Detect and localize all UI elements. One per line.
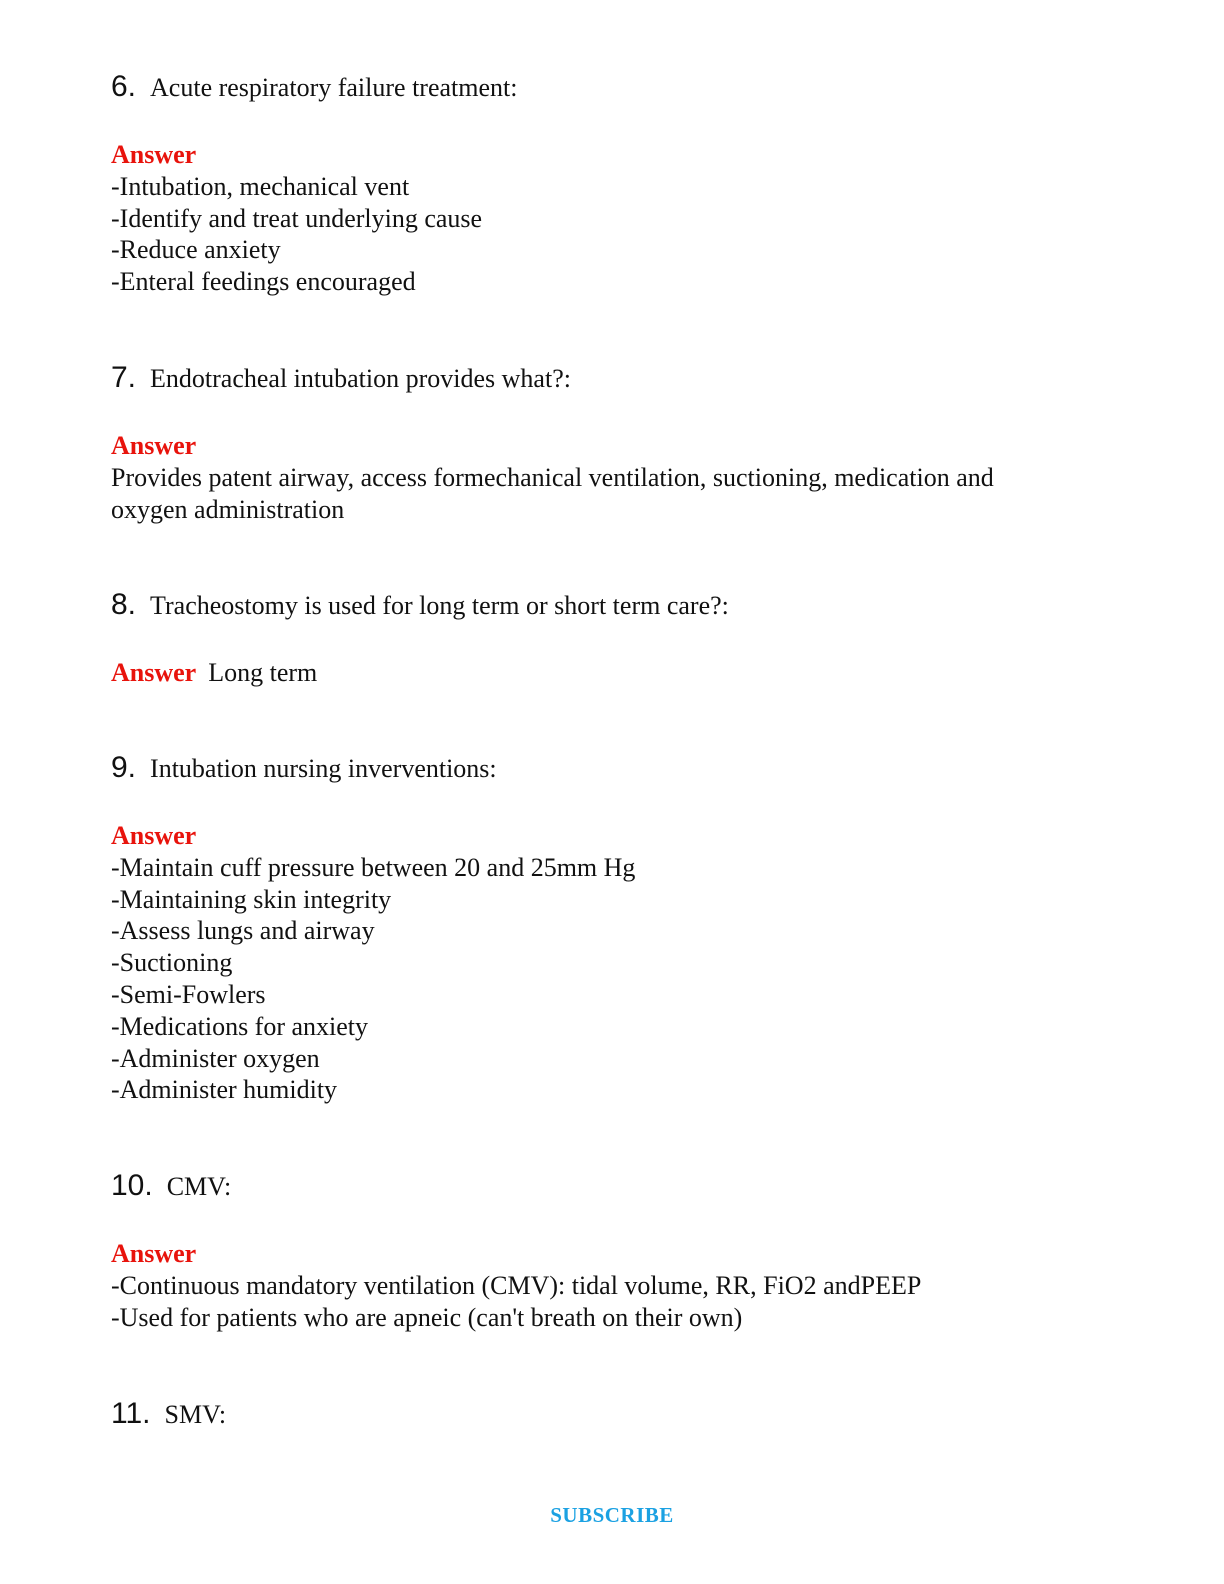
answer-label: Answer — [111, 1239, 197, 1268]
answer-label: Answer — [111, 821, 197, 850]
question-10 — [111, 1169, 231, 1203]
answer-line: -Assess lungs and airway — [111, 916, 375, 946]
answer-label: Answer — [111, 140, 197, 169]
subscribe-link[interactable]: SUBSCRIBE — [550, 1503, 674, 1527]
question-text: Acute respiratory failure treatment: — [150, 73, 518, 102]
question-number: 7. — [111, 361, 137, 394]
question-text: SMV: — [164, 1400, 227, 1429]
question-8 — [111, 588, 729, 622]
answer-7 — [111, 430, 1071, 525]
answer-line: -Reduce anxiety — [111, 235, 281, 265]
answer-line: -Maintaining skin integrity — [111, 884, 392, 914]
answer-line: -Enteral feedings encouraged — [111, 267, 416, 297]
answer-line: -Identify and treat underlying cause — [111, 203, 483, 233]
answer-text: Provides patent airway, access formechanical ventilation, suctioning, medication and oxygen administration — [111, 462, 994, 524]
answer-line: -Used for patients who are apneic (can't breath on their own) — [111, 1302, 743, 1332]
answer-line: -Continuous mandatory ventilation (CMV): tidal volume, RR, FiO2 andPEEP — [111, 1270, 922, 1300]
answer-9 — [111, 820, 1071, 1106]
question-7 — [111, 361, 571, 395]
answer-text: Long term — [208, 658, 318, 687]
answer-line: -Administer oxygen — [111, 1043, 320, 1073]
question-number: 10. — [111, 1169, 153, 1202]
answer-8 — [111, 657, 1071, 689]
answer-line: -Administer humidity — [111, 1075, 338, 1105]
answer-line: -Suctioning — [111, 948, 233, 978]
answer-6 — [111, 139, 1071, 298]
question-text: Tracheostomy is used for long term or short term care?: — [150, 591, 729, 620]
answer-line: -Maintain cuff pressure between 20 and 25mm Hg — [111, 852, 636, 882]
answer-label: Answer — [111, 431, 197, 460]
question-text: CMV: — [166, 1172, 232, 1201]
question-number: 11. — [111, 1397, 151, 1430]
question-number: 9. — [111, 751, 137, 784]
question-9 — [111, 751, 497, 785]
answer-label: Answer — [111, 658, 197, 687]
question-11 — [111, 1397, 226, 1431]
question-number: 8. — [111, 588, 137, 621]
answer-10 — [111, 1238, 1071, 1333]
answer-line: -Intubation, mechanical vent — [111, 171, 410, 201]
question-text: Intubation nursing inverventions: — [150, 754, 497, 783]
question-number: 6. — [111, 70, 137, 103]
answer-line: -Semi-Fowlers — [111, 979, 266, 1009]
question-6 — [111, 70, 517, 104]
answer-line: -Medications for anxiety — [111, 1011, 369, 1041]
question-text: Endotracheal intubation provides what?: — [150, 364, 571, 393]
